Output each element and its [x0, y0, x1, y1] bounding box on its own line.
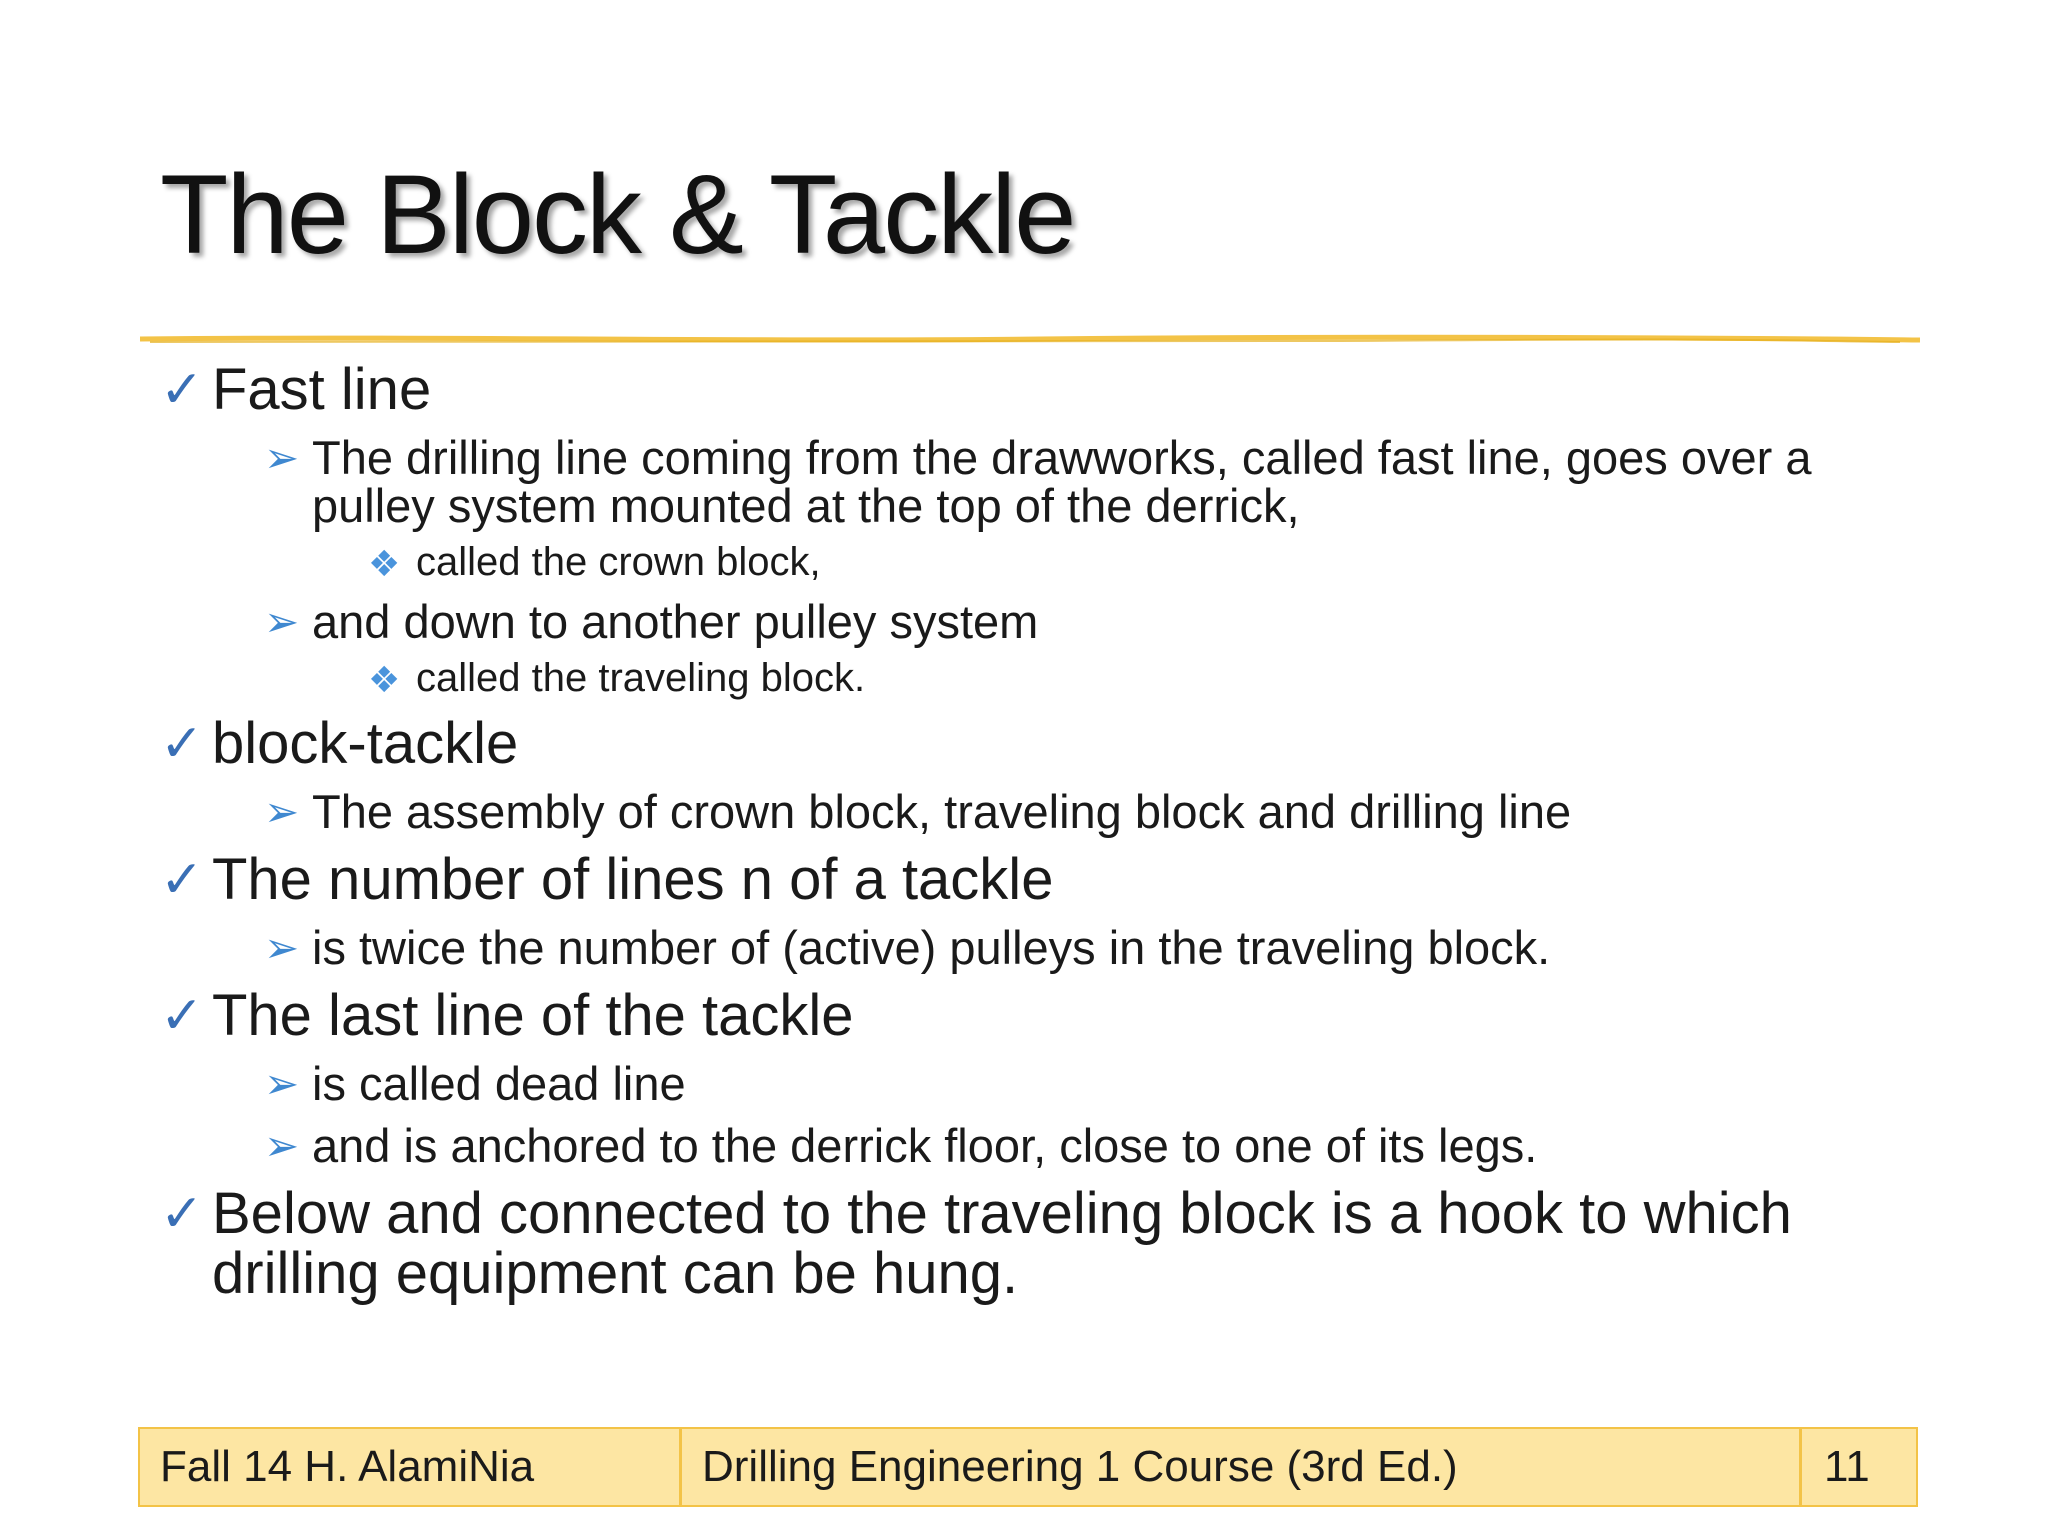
bullet-item-text: The last line of the tackle — [212, 983, 854, 1048]
slide-footer — [138, 1427, 1918, 1507]
sub-bullet-item-text: The drilling line coming from the drawworks, called fast line, goes over a pulley system mounted at the top of the derrick, — [312, 431, 1812, 532]
sub-bullet-item — [160, 1057, 1880, 1110]
sub-sub-bullet-item — [160, 656, 1880, 700]
checkmark-icon: ✓ — [160, 361, 204, 419]
arrowhead-icon: ➢ — [264, 924, 300, 971]
arrowhead-icon: ➢ — [264, 1060, 300, 1107]
bullet-item — [160, 847, 1880, 912]
bullet-list — [160, 357, 1880, 1306]
sub-bullet-item-text: is twice the number of (active) pulleys in the traveling block. — [312, 921, 1551, 974]
four-diamond-icon: ❖ — [368, 543, 401, 584]
sub-bullet-item — [160, 595, 1880, 648]
title-underline — [140, 332, 1920, 348]
sub-sub-bullet-item — [160, 540, 1880, 584]
slide-title: The Block & Tackle — [160, 152, 1075, 277]
sub-bullet-item — [160, 921, 1880, 974]
sub-sub-bullet-item-text: called the crown block, — [416, 540, 821, 584]
four-diamond-icon: ❖ — [368, 659, 401, 700]
sub-bullet-item-text: and is anchored to the derrick floor, close to one of its legs. — [312, 1119, 1538, 1172]
sub-bullet-item-text: The assembly of crown block, traveling block and drilling line — [312, 785, 1572, 838]
bullet-item — [160, 1181, 1880, 1306]
bullet-item — [160, 711, 1880, 776]
bullet-item-text: The number of lines n of a tackle — [212, 847, 1054, 912]
bullet-item — [160, 357, 1880, 422]
arrowhead-icon: ➢ — [264, 1122, 300, 1169]
sub-bullet-item-text: is called dead line — [312, 1057, 686, 1110]
sub-bullet-item-text: and down to another pulley system — [312, 595, 1039, 648]
arrowhead-icon: ➢ — [264, 434, 300, 481]
sub-bullet-item — [160, 431, 1880, 532]
footer-course: Drilling Engineering 1 Course (3rd Ed.) — [682, 1429, 1802, 1505]
checkmark-icon: ✓ — [160, 1185, 204, 1243]
checkmark-icon: ✓ — [160, 851, 204, 909]
sub-sub-bullet-item-text: called the traveling block. — [416, 656, 866, 700]
arrowhead-icon: ➢ — [264, 788, 300, 835]
footer-author: Fall 14 H. AlamiNia — [140, 1429, 682, 1505]
bullet-item-text: block-tackle — [212, 711, 519, 776]
checkmark-icon: ✓ — [160, 715, 204, 773]
page-number: 11 — [1824, 1442, 1870, 1491]
bullet-item-text: Below and connected to the traveling block is a hook to which drilling equipment can be hung. — [212, 1181, 1792, 1306]
checkmark-icon: ✓ — [160, 987, 204, 1045]
sub-bullet-item — [160, 785, 1880, 838]
bullet-item-text: Fast line — [212, 357, 432, 422]
sub-bullet-item — [160, 1119, 1880, 1172]
bullet-item — [160, 983, 1880, 1048]
arrowhead-icon: ➢ — [264, 598, 300, 645]
